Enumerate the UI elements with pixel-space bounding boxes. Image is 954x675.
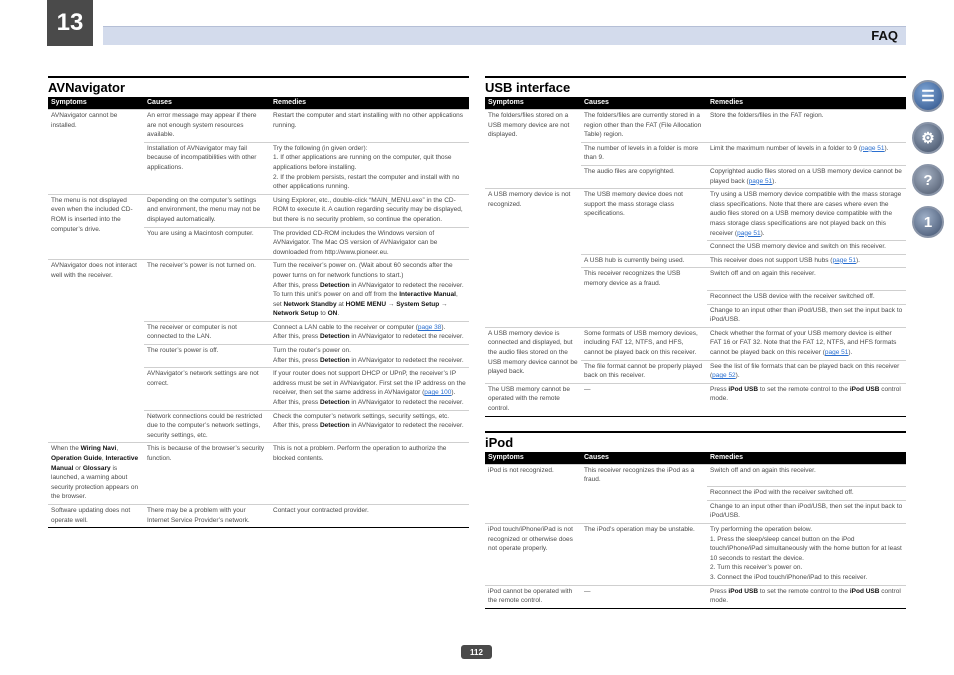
header-bar — [103, 26, 906, 45]
table-row — [485, 383, 906, 415]
remedy-cell: Switch off and on again this receiver. — [707, 464, 906, 487]
remedy-cell: Try the following (in given order): 1. If other applications are running on the computer, quit those applications before installing. 2. If the problem persists, restart the computer and install with no other applications running. — [270, 142, 469, 194]
cause-cell: The receiver’s power is not turned on. — [144, 260, 270, 322]
cause-cell: This receiver recognizes the iPod as a fraud. — [581, 464, 707, 487]
col-header-symptoms: Symptoms — [485, 97, 581, 110]
cause-cell — [581, 304, 707, 327]
remedy-cell: Copyrighted audio files stored on a USB memory device cannot be played back (page 51). — [707, 165, 906, 188]
cause-cell: The audio files are copyrighted. — [581, 165, 707, 188]
remedy-cell: Contact your contracted provider. — [270, 504, 469, 527]
table-row — [485, 585, 906, 608]
remedy-cell: If your router does not support DHCP or UPnP, the receiver’s IP address must be set in AVNavigator. First set the IP address on the receiver, then set the same address in AVNavigator (page 100). After this, press Detection in AVNavigator to redetect the receiver. — [270, 368, 469, 410]
remedy-cell: This is not a problem. Perform the operation to authorize the blocked contents. — [270, 443, 469, 505]
symptom-cell: iPod cannot be operated with the remote control. — [485, 585, 581, 608]
col-header-remedies: Remedies — [270, 97, 469, 110]
remedy-cell: This receiver does not support USB hubs (page 51). — [707, 254, 906, 268]
cause-cell: Some formats of USB memory devices, including FAT 12, NTFS, and HFS, cannot be played back on this receiver. — [581, 327, 707, 360]
cause-cell: The folders/files are currently stored in a region other than the FAT (File Allocation Table) region. — [581, 110, 707, 143]
remedy-cell: Check the computer’s network settings, security settings, etc. After this, press Detection in AVNavigator to redetect the receiver. — [270, 410, 469, 443]
table-row — [485, 110, 906, 143]
chapter-number: 13 — [47, 0, 93, 46]
remedy-cell: Change to an input other than iPod/USB, then set the input back to iPod/USB. — [707, 304, 906, 327]
cause-cell: The iPod’s operation may be unstable. — [581, 524, 707, 586]
header-title: FAQ — [871, 28, 898, 43]
section-title-usb: USB interface — [485, 76, 906, 97]
remedy-cell: Try performing the operation below. 1. Press the sleep/sleep cancel button on the iPod touch/iPhone/iPad simultaneously with the home button for at least 10 seconds to restart the device. 2. Turn this receiver’s power on. 3. Connect the iPod touch/iPhone/iPad to this receiver. — [707, 524, 906, 586]
cause-cell: Network connections could be restricted due to the computer’s network settings, security settings, etc. — [144, 410, 270, 443]
symptom-cell: The USB memory cannot be operated with the remote control. — [485, 383, 581, 415]
cause-cell: The receiver or computer is not connected to the LAN. — [144, 321, 270, 344]
cause-cell: This receiver recognizes the USB memory device as a fraud. — [581, 268, 707, 291]
cause-cell: Installation of AVNavigator may fail because of incompatibilities with other applications. — [144, 142, 270, 194]
cause-cell: You are using a Macintosh computer. — [144, 227, 270, 260]
symptom-cell: The folders/files stored on a USB memory device are not displayed. — [485, 110, 581, 189]
table-row — [485, 189, 906, 241]
table-row — [48, 110, 469, 143]
left-column — [48, 76, 469, 528]
remedy-cell: Reconnect the USB device with the receiver switched off. — [707, 291, 906, 305]
cause-cell — [581, 291, 707, 305]
table-row — [485, 524, 906, 586]
remedy-cell: Reconnect the iPod with the receiver switched off. — [707, 487, 906, 501]
cause-cell: Depending on the computer’s settings and environment, the menu may not be displayed automatically. — [144, 194, 270, 227]
remedy-cell: See the list of file formats that can be played back on this receiver (page 52). — [707, 360, 906, 383]
symptom-cell: AVNavigator does not interact well with the receiver. — [48, 260, 144, 443]
remedy-cell: Press iPod USB to set the remote control to the iPod USB control mode. — [707, 383, 906, 415]
tools-icon[interactable]: ? — [912, 164, 944, 196]
cause-cell: — — [581, 383, 707, 415]
right-column — [485, 76, 906, 609]
symptom-cell: AVNavigator cannot be installed. — [48, 110, 144, 195]
section-title-avnavigator: AVNavigator — [48, 76, 469, 97]
col-header-remedies: Remedies — [707, 97, 906, 110]
remedy-cell: Store the folders/files in the FAT region. — [707, 110, 906, 143]
symptom-cell: A USB memory device is connected and displayed, but the audio files stored on the USB memory device cannot be played back. — [485, 327, 581, 383]
page-number: 112 — [461, 645, 492, 659]
remedy-cell: Connect a LAN cable to the receiver or computer (page 38). After this, press Detection in AVNavigator to redetect the receiver. — [270, 321, 469, 344]
remedy-cell: Turn the receiver’s power on. (Wait about 60 seconds after the power turns on for network functions to start.) After this, press Detection in AVNavigator to redetect the receiver. To turn this unit’s power on and off from the Interactive Manual, set Network Standby at HOME MENU → System Setup → Network Setup to ON. — [270, 260, 469, 322]
ipod-table — [485, 452, 906, 608]
table-row — [485, 327, 906, 360]
remedy-cell: The provided CD-ROM includes the Windows version of AVNavigator. The Mac OS version of AVNavigator can be downloaded from http://www.pioneer.eu. — [270, 227, 469, 260]
table-row — [48, 194, 469, 227]
col-header-causes: Causes — [144, 97, 270, 110]
remedy-cell: Turn the router’s power on. After this, press Detection in AVNavigator to redetect the receiver. — [270, 345, 469, 368]
cause-cell — [581, 500, 707, 523]
usb-table — [485, 97, 906, 416]
cause-cell — [581, 241, 707, 255]
cause-cell: — — [581, 585, 707, 608]
col-header-causes: Causes — [581, 97, 707, 110]
cause-cell: The router’s power is off. — [144, 345, 270, 368]
cause-cell: The number of levels in a folder is more than 9. — [581, 142, 707, 165]
avnavigator-table — [48, 97, 469, 527]
side-navigation — [912, 80, 948, 248]
col-header-symptoms: Symptoms — [48, 97, 144, 110]
remedy-cell: Change to an input other than iPod/USB, then set the input back to iPod/USB. — [707, 500, 906, 523]
cause-cell: AVNavigator’s network settings are not correct. — [144, 368, 270, 410]
remedy-cell: Check whether the format of your USB memory device is either FAT 16 or FAT 32. Note that the FAT 12, NTFS, and HFS formats cannot be played back on this receiver (page 51). — [707, 327, 906, 360]
remedy-cell: Press iPod USB to set the remote control to the iPod USB control mode. — [707, 585, 906, 608]
table-row — [48, 443, 469, 505]
settings-icon[interactable]: ⚙ — [912, 122, 944, 154]
cause-cell: A USB hub is currently being used. — [581, 254, 707, 268]
remedy-cell: Limit the maximum number of levels in a folder to 9 (page 51). — [707, 142, 906, 165]
remedy-cell: Try using a USB memory device compatible with the mass storage class specifications. Note that there are cases where even the audio files stored on a USB memory device compatible with the mass storage class specifications are not played back on this receiver (page 51). — [707, 189, 906, 241]
table-row — [48, 260, 469, 322]
remedy-cell: Connect the USB memory device and switch on this receiver. — [707, 241, 906, 255]
col-header-symptoms: Symptoms — [485, 452, 581, 465]
remedy-cell: Using Explorer, etc., double-click “MAIN_MENU.exe” in the CD-ROM to execute it. A caution regarding security may be displayed, but there is no security problem, so continue the operation. — [270, 194, 469, 227]
col-header-remedies: Remedies — [707, 452, 906, 465]
col-header-causes: Causes — [581, 452, 707, 465]
symptom-cell: When the Wiring Navi, Operation Guide, Interactive Manual or Glossary is launched, a warning about security protection appears on the browser. — [48, 443, 144, 505]
cause-cell: The USB memory device does not support the mass storage class specifications. — [581, 189, 707, 241]
symptom-cell: Software updating does not operate well. — [48, 504, 144, 527]
section-title-ipod: iPod — [485, 431, 906, 452]
symptom-cell: The menu is not displayed even when the included CD-ROM is inserted into the computer’s drive. — [48, 194, 144, 260]
one-icon[interactable]: 1 — [912, 206, 944, 238]
table-row — [48, 504, 469, 527]
cause-cell: The file format cannot be properly played back on this receiver. — [581, 360, 707, 383]
cause-cell: This is because of the browser’s security function. — [144, 443, 270, 505]
cause-cell: An error message may appear if there are not enough system resources available. — [144, 110, 270, 143]
remedy-cell: Restart the computer and start installing with no other applications running. — [270, 110, 469, 143]
symptom-cell: iPod touch/iPhone/iPad is not recognized or otherwise does not operate properly. — [485, 524, 581, 586]
cause-cell: There may be a problem with your Internet Service Provider’s network. — [144, 504, 270, 527]
cause-cell — [581, 487, 707, 501]
book-icon[interactable]: ☰ — [912, 80, 944, 112]
remedy-cell: Switch off and on again this receiver. — [707, 268, 906, 291]
table-row — [485, 464, 906, 487]
symptom-cell: iPod is not recognized. — [485, 464, 581, 523]
symptom-cell: A USB memory device is not recognized. — [485, 189, 581, 328]
